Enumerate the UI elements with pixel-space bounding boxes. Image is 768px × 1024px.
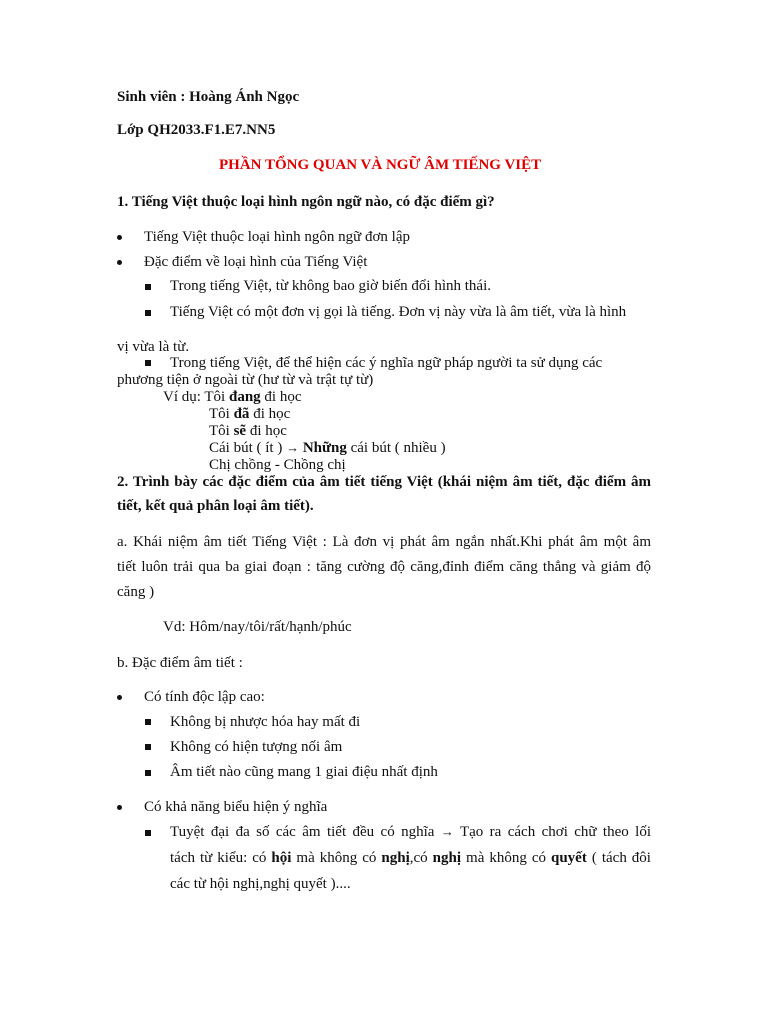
example-text: Tôi [209,423,234,439]
example-line [209,422,287,440]
list-item: Tiếng Việt thuộc loại hình ngôn ngữ đơn lập [144,229,410,245]
question-2-line: 2. Trình bày các đặc điểm của âm tiết tiếng Việt (khái niệm âm tiết, đặc điểm âm [117,474,651,490]
bullet-dot-icon [117,805,122,810]
paragraph-a-line: a. Khái niệm âm tiết Tiếng Việt : Là đơn vị phát âm ngắn nhất.Khi phát âm một âm [117,534,651,550]
example-keyword: sẽ [233,423,247,439]
student-name: Sinh viên : Hoàng Ánh Ngọc [117,89,300,105]
example-line [163,388,302,406]
class-code: Lớp QH2033.F1.E7.NN5 [117,122,276,138]
page-title: PHẦN TỔNG QUAN VÀ NGỮ ÂM TIẾNG VIỆT [219,157,542,173]
bullet-dot-icon [117,235,122,240]
example-vd: Vd: Hôm/nay/tôi/rất/hạnh/phúc [163,619,352,635]
keyword: nghị [432,850,462,866]
list-item: Đặc điểm về loại hình của Tiếng Việt [144,254,368,270]
question-2-line: tiết, kết quả phân loại âm tiết). [117,498,314,514]
paragraph-a-line: căng ) [117,584,155,600]
list-item: Có tính độc lập cao: [144,689,265,705]
example-line [209,405,290,423]
example-line: Chị chồng - Chồng chị [209,457,346,473]
sub-list-text: Tạo ra cách chơi chữ theo lối [453,824,651,840]
example-line [209,439,446,457]
sub-list-text: tách từ kiểu: có [170,850,272,866]
section-b-heading: b. Đặc điểm âm tiết : [117,655,243,671]
example-rest: cái bút ( nhiều ) [346,440,446,456]
example-keyword: Những [302,440,347,456]
sub-list-item: Tiếng Việt có một đơn vị gọi là tiếng. Đơn vị này vừa là âm tiết, vừa là hình [170,304,627,320]
sub-list-item [170,823,651,841]
bullet-square-icon [145,770,151,776]
sub-list-item-continuation: phương tiện ở ngoài từ (hư từ và trật tự từ) [117,372,374,388]
bullet-dot-icon [117,260,122,265]
sub-list-text: mà không có [461,850,551,866]
example-keyword: đang [228,389,261,405]
sub-list-item-continuation: các từ hội nghị,nghị quyết ).... [170,876,351,892]
bullet-square-icon [145,284,151,290]
sub-list-text: mà không có [291,850,382,866]
sub-list-item: Không có hiện tượng nối âm [170,739,343,755]
keyword: nghị [381,850,410,866]
example-text: Cái bút ( ít ) [209,440,287,456]
arrow-right-icon: → [440,824,454,839]
example-label: Ví dụ: Tôi [163,389,229,405]
sub-list-item-continuation: vị vừa là từ. [117,339,190,355]
sub-list-text: Tuyệt đại đa số các âm tiết đều có nghĩa [170,824,441,840]
bullet-dot-icon [117,695,122,700]
sub-list-item: Trong tiếng Việt, để thể hiện các ý nghĩa ngữ pháp người ta sử dụng các [170,355,603,371]
bullet-square-icon [145,310,151,316]
sub-list-item: Âm tiết nào cũng mang 1 giai điệu nhất định [170,764,438,780]
list-item: Có khả năng biểu hiện ý nghĩa [144,799,328,815]
sub-list-item: Không bị nhược hóa hay mất đi [170,714,361,730]
question-1: 1. Tiếng Việt thuộc loại hình ngôn ngữ nào, có đặc điểm gì? [117,194,495,210]
keyword: quyết [551,850,587,866]
keyword: hội [271,850,292,866]
bullet-square-icon [145,719,151,725]
sub-list-text: ,có [409,850,433,866]
example-text: Tôi [209,406,234,422]
bullet-square-icon [145,360,151,366]
paragraph-a-line: tiết luôn trải qua ba giai đoạn : tăng cường độ căng,đỉnh điểm căng thẳng và giảm độ [117,559,651,575]
example-rest: đi học [246,423,287,439]
bullet-square-icon [145,744,151,750]
example-rest: đi học [249,406,291,422]
bullet-square-icon [145,830,151,836]
arrow-right-icon: → [286,440,300,455]
example-rest: đi học [260,389,302,405]
sub-list-item-continuation [170,849,651,867]
example-keyword: đã [233,406,250,422]
sub-list-text: ( tách đôi [586,850,651,866]
sub-list-item: Trong tiếng Việt, từ không bao giờ biến đổi hình thái. [170,278,491,294]
